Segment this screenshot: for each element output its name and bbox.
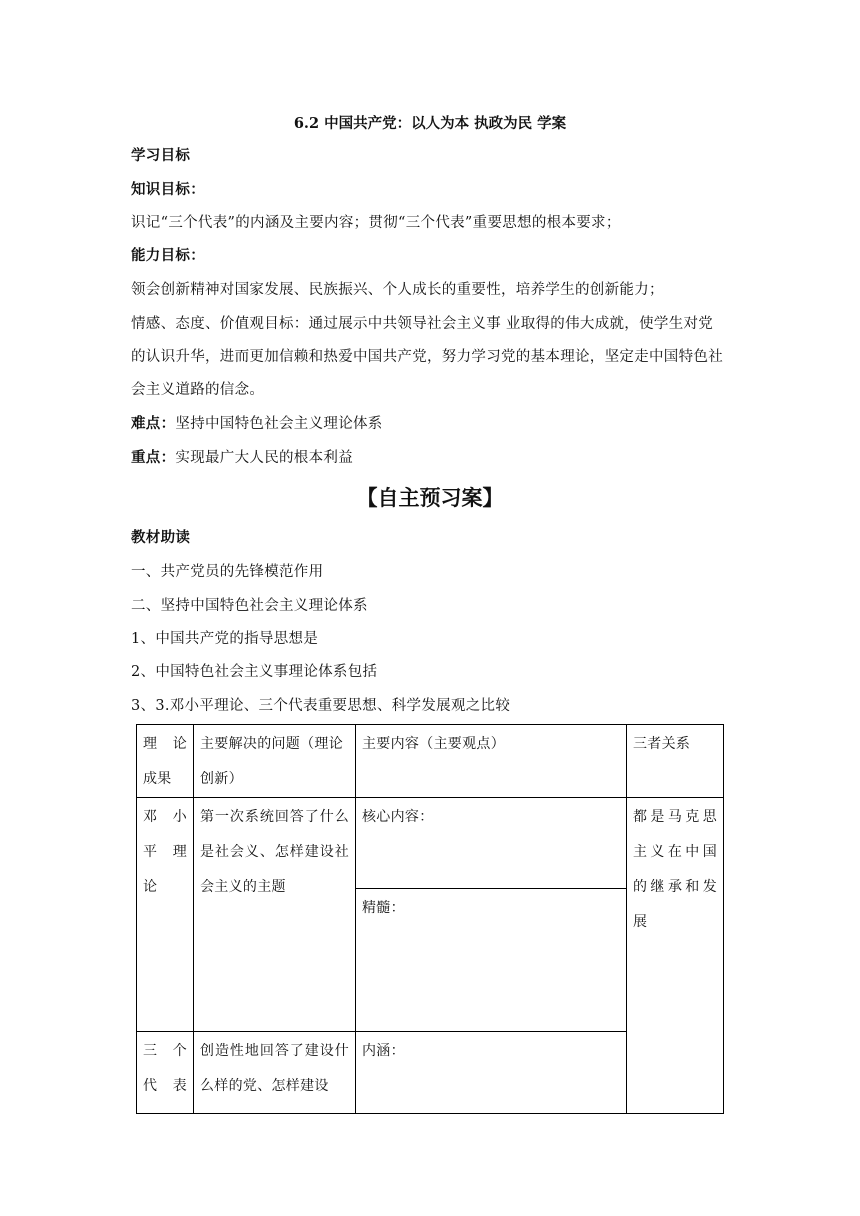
ability-goal-label: 能力目标： <box>131 247 205 264</box>
row-three-content: 内涵： <box>356 1032 627 1114</box>
row-three-name-line-2: 代 表 <box>143 1078 187 1094</box>
difficulty-text: 坚持中国特色社会主义理论体系 <box>175 416 383 432</box>
row-deng-name-line-2: 平 理 <box>143 844 187 860</box>
guide-item-4: 2、中国特色社会主义事理论体系包括 <box>131 664 378 680</box>
guide-item-1: 一、共产党员的先锋模范作用 <box>131 564 324 580</box>
guide-item-3: 1、中国共产党的指导思想是 <box>131 631 319 647</box>
header-content: 主要内容（主要观点） <box>356 725 627 798</box>
row-three-name-line-1: 三 个 <box>143 1043 187 1059</box>
emotion-goal-line-1: 情感、态度、价值观目标：通过展示中共领导社会主义事 业取得的伟大成就，使学生对党 <box>131 316 714 332</box>
guide-item-5: 3、3.邓小平理论、三个代表重要思想、科学发展观之比较 <box>131 698 511 714</box>
guide-item-2: 二、坚持中国特色社会主义理论体系 <box>131 598 368 614</box>
guide-heading: 教材助读 <box>131 529 191 546</box>
difficulty-line <box>131 414 383 434</box>
header-theory-line-2: 成果 <box>143 771 172 787</box>
table-row <box>137 798 724 889</box>
difficulty-label: 难点： <box>131 415 176 432</box>
row-three-problem: 创造性地回答了建设什么样的党、怎样建设 <box>194 1032 356 1114</box>
section-title: 【自主预习案】 <box>356 486 504 510</box>
key-point-text: 实现最广大人民的根本利益 <box>175 450 354 466</box>
row-deng-name-line-1: 邓 小 <box>143 809 187 825</box>
knowledge-goal-text: 识记“三个代表”的内涵及主要内容；贯彻“三个代表”重要思想的根本要求； <box>131 215 621 231</box>
row-deng-name-line-3: 论 <box>143 879 158 895</box>
header-theory <box>137 725 194 798</box>
row-deng-name <box>137 798 194 1032</box>
relation-cell: 都是马克思主义在中国的继承和发展 <box>627 798 724 1114</box>
row-deng-problem: 第一次系统回答了什么是社会义、怎样建设社会主义的主题 <box>194 798 356 1032</box>
header-problem: 主要解决的问题（理论创新） <box>194 725 356 798</box>
knowledge-goal-label: 知识目标： <box>131 181 205 198</box>
comparison-table <box>136 724 724 1114</box>
row-deng-core: 核心内容： <box>356 798 627 889</box>
header-theory-line-1: 理 论 <box>143 736 187 752</box>
row-three-represents-name <box>137 1032 194 1114</box>
key-point-line <box>131 448 353 468</box>
emotion-goal-line-2: 的认识升华，进而更加信赖和热爱中国共产党，努力学习党的基本理论，坚定走中国特色社 <box>131 349 723 365</box>
emotion-goal-line-3: 会主义道路的信念。 <box>131 382 265 398</box>
learning-goals-heading: 学习目标 <box>131 147 191 164</box>
header-relation: 三者关系 <box>627 725 724 798</box>
table-header-row <box>137 725 724 798</box>
ability-goal-text: 领会创新精神对国家发展、民族振兴、个人成长的重要性，培养学生的创新能力； <box>131 282 664 298</box>
document-title: 6.2 中国共产党：以人为本 执政为民 学案 <box>293 115 567 132</box>
key-point-label: 重点： <box>131 449 176 466</box>
row-deng-essence: 精髓： <box>356 889 627 1032</box>
